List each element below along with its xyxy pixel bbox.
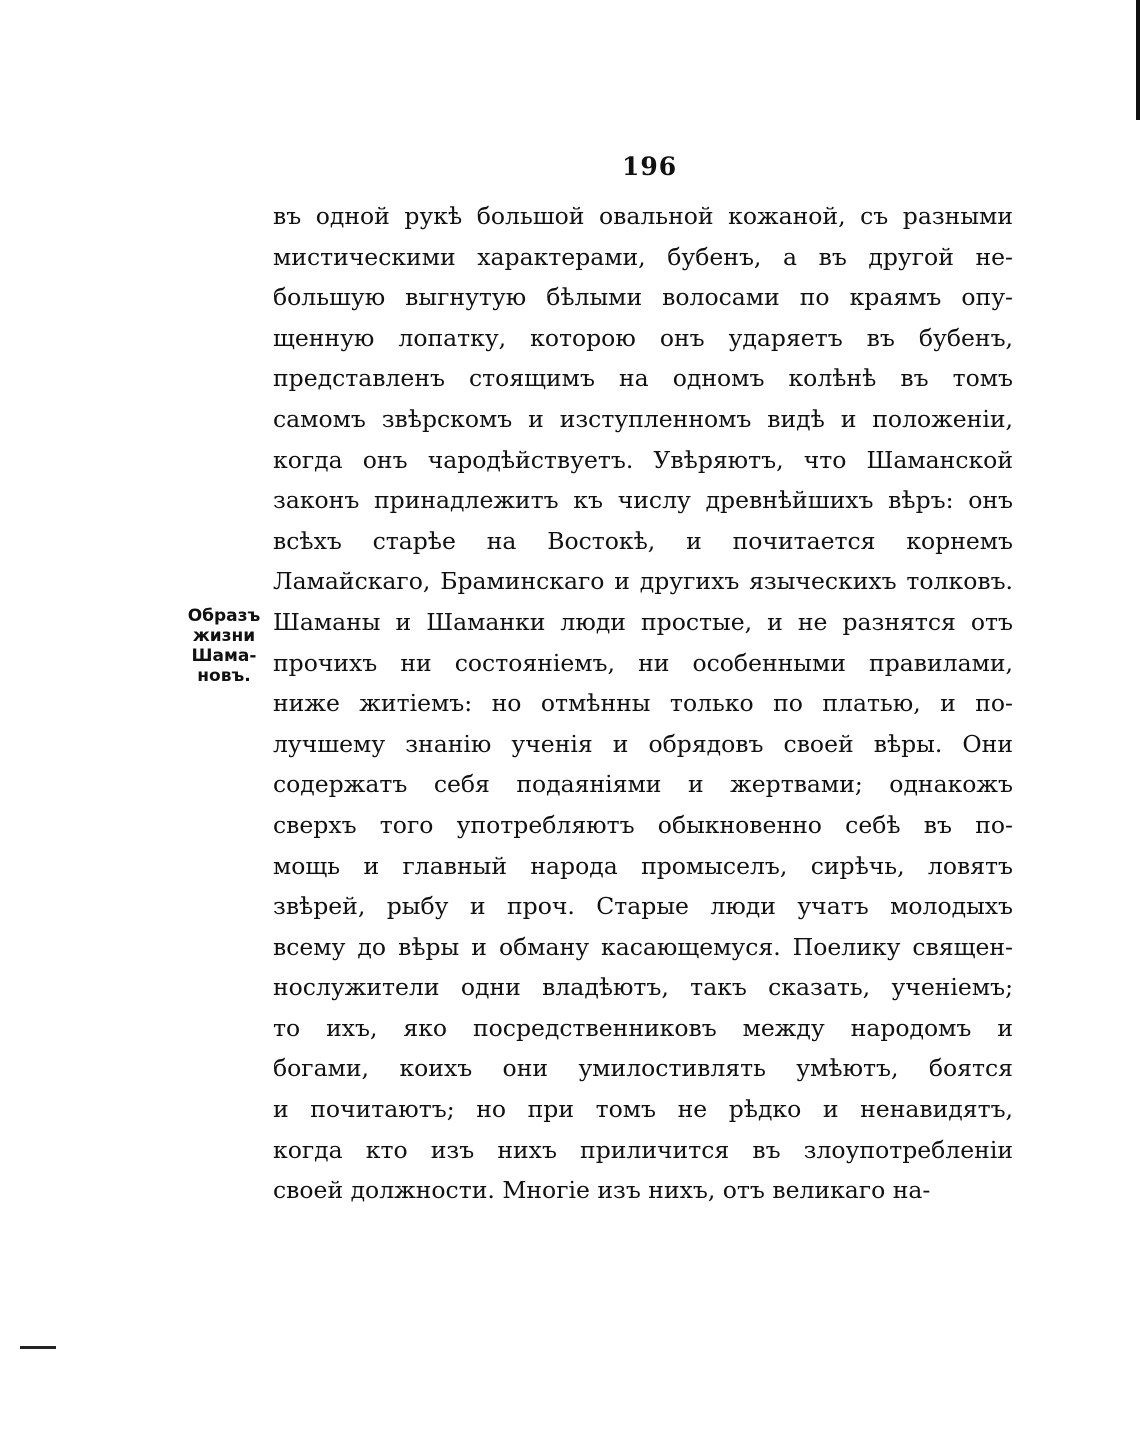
margin-note-line: жизни (192, 626, 256, 646)
page-number: 196 (622, 152, 678, 181)
text-line: Ламайскаго, Браминскаго и другихъ языческихъ толковъ. (273, 567, 1013, 596)
text-line: щенную лопатку, которою онъ ударяетъ въ бубенъ, (273, 323, 1013, 352)
text-line: лучшему знанію ученія и обрядовъ своей вѣры. Они (273, 729, 1013, 758)
body-text (273, 196, 1013, 1211)
text-line: мощь и главный народа промыселъ, сирѣчь, ловятъ (273, 851, 1013, 880)
text-line: и почитаютъ; но при томъ не рѣдко и ненавидятъ, (273, 1095, 1013, 1124)
text-line: ниже житіемъ: но отмѣнны только по платью, и по- (273, 689, 1013, 718)
text-line: когда кто изъ нихъ приличится въ злоупотребленіи (273, 1135, 1013, 1164)
text-line: то ихъ, яко посредственниковъ между народомъ и (273, 1013, 1013, 1042)
text-line: всему до вѣры и обману касающемуся. Поелику священ- (273, 932, 1013, 961)
text-line: когда онъ чародѣйствуетъ. Увѣряютъ, что Шаманской (273, 445, 1013, 474)
text-line: богами, коихъ они умилостивлять умѣютъ, боятся (273, 1054, 1013, 1083)
text-line: мистическими характерами, бубенъ, а въ другой не- (273, 242, 1013, 271)
text-line: прочихъ ни состояніемъ, ни особенными правилами, (273, 648, 1013, 677)
scan-edge-mark (1136, 0, 1140, 120)
text-line: всѣхъ старѣе на Востокѣ, и почитается корнемъ (273, 526, 1013, 555)
text-line: законъ принадлежитъ къ числу древнѣйшихъ вѣръ: онъ (273, 486, 1013, 515)
text-line: самомъ звѣрскомъ и изступленномъ видѣ и положеніи, (273, 404, 1013, 433)
text-line: сверхъ того употребляютъ обыкновенно себѣ въ по- (273, 810, 1013, 839)
text-line: звѣрей, рыбу и проч. Старые люди учатъ молодыхъ (273, 892, 1013, 921)
text-line: нослужители одни владѣютъ, такъ сказать, ученіемъ; (273, 973, 1013, 1002)
text-line: представленъ стоящимъ на одномъ колѣнѣ въ томъ (273, 364, 1013, 393)
margin-note-line: Шама- (191, 646, 257, 666)
scan-dash-mark (20, 1346, 56, 1349)
margin-note-line: Образъ (187, 606, 261, 626)
text-line: Шаманы и Шаманки люди простые, и не разнятся отъ (273, 607, 1013, 636)
text-line: въ одной рукѣ большой овальной кожаной, съ разными (273, 202, 1013, 230)
text-line: своей должности. Многіе изъ нихъ, отъ великаго на- (273, 1176, 931, 1205)
text-line: большую выгнутую бѣлыми волосами по краямъ опу- (273, 283, 1013, 312)
text-line: содержатъ себя подаяніями и жертвами; однакожъ (273, 770, 1013, 799)
margin-note (184, 606, 264, 686)
margin-note-line: новъ. (197, 666, 251, 686)
